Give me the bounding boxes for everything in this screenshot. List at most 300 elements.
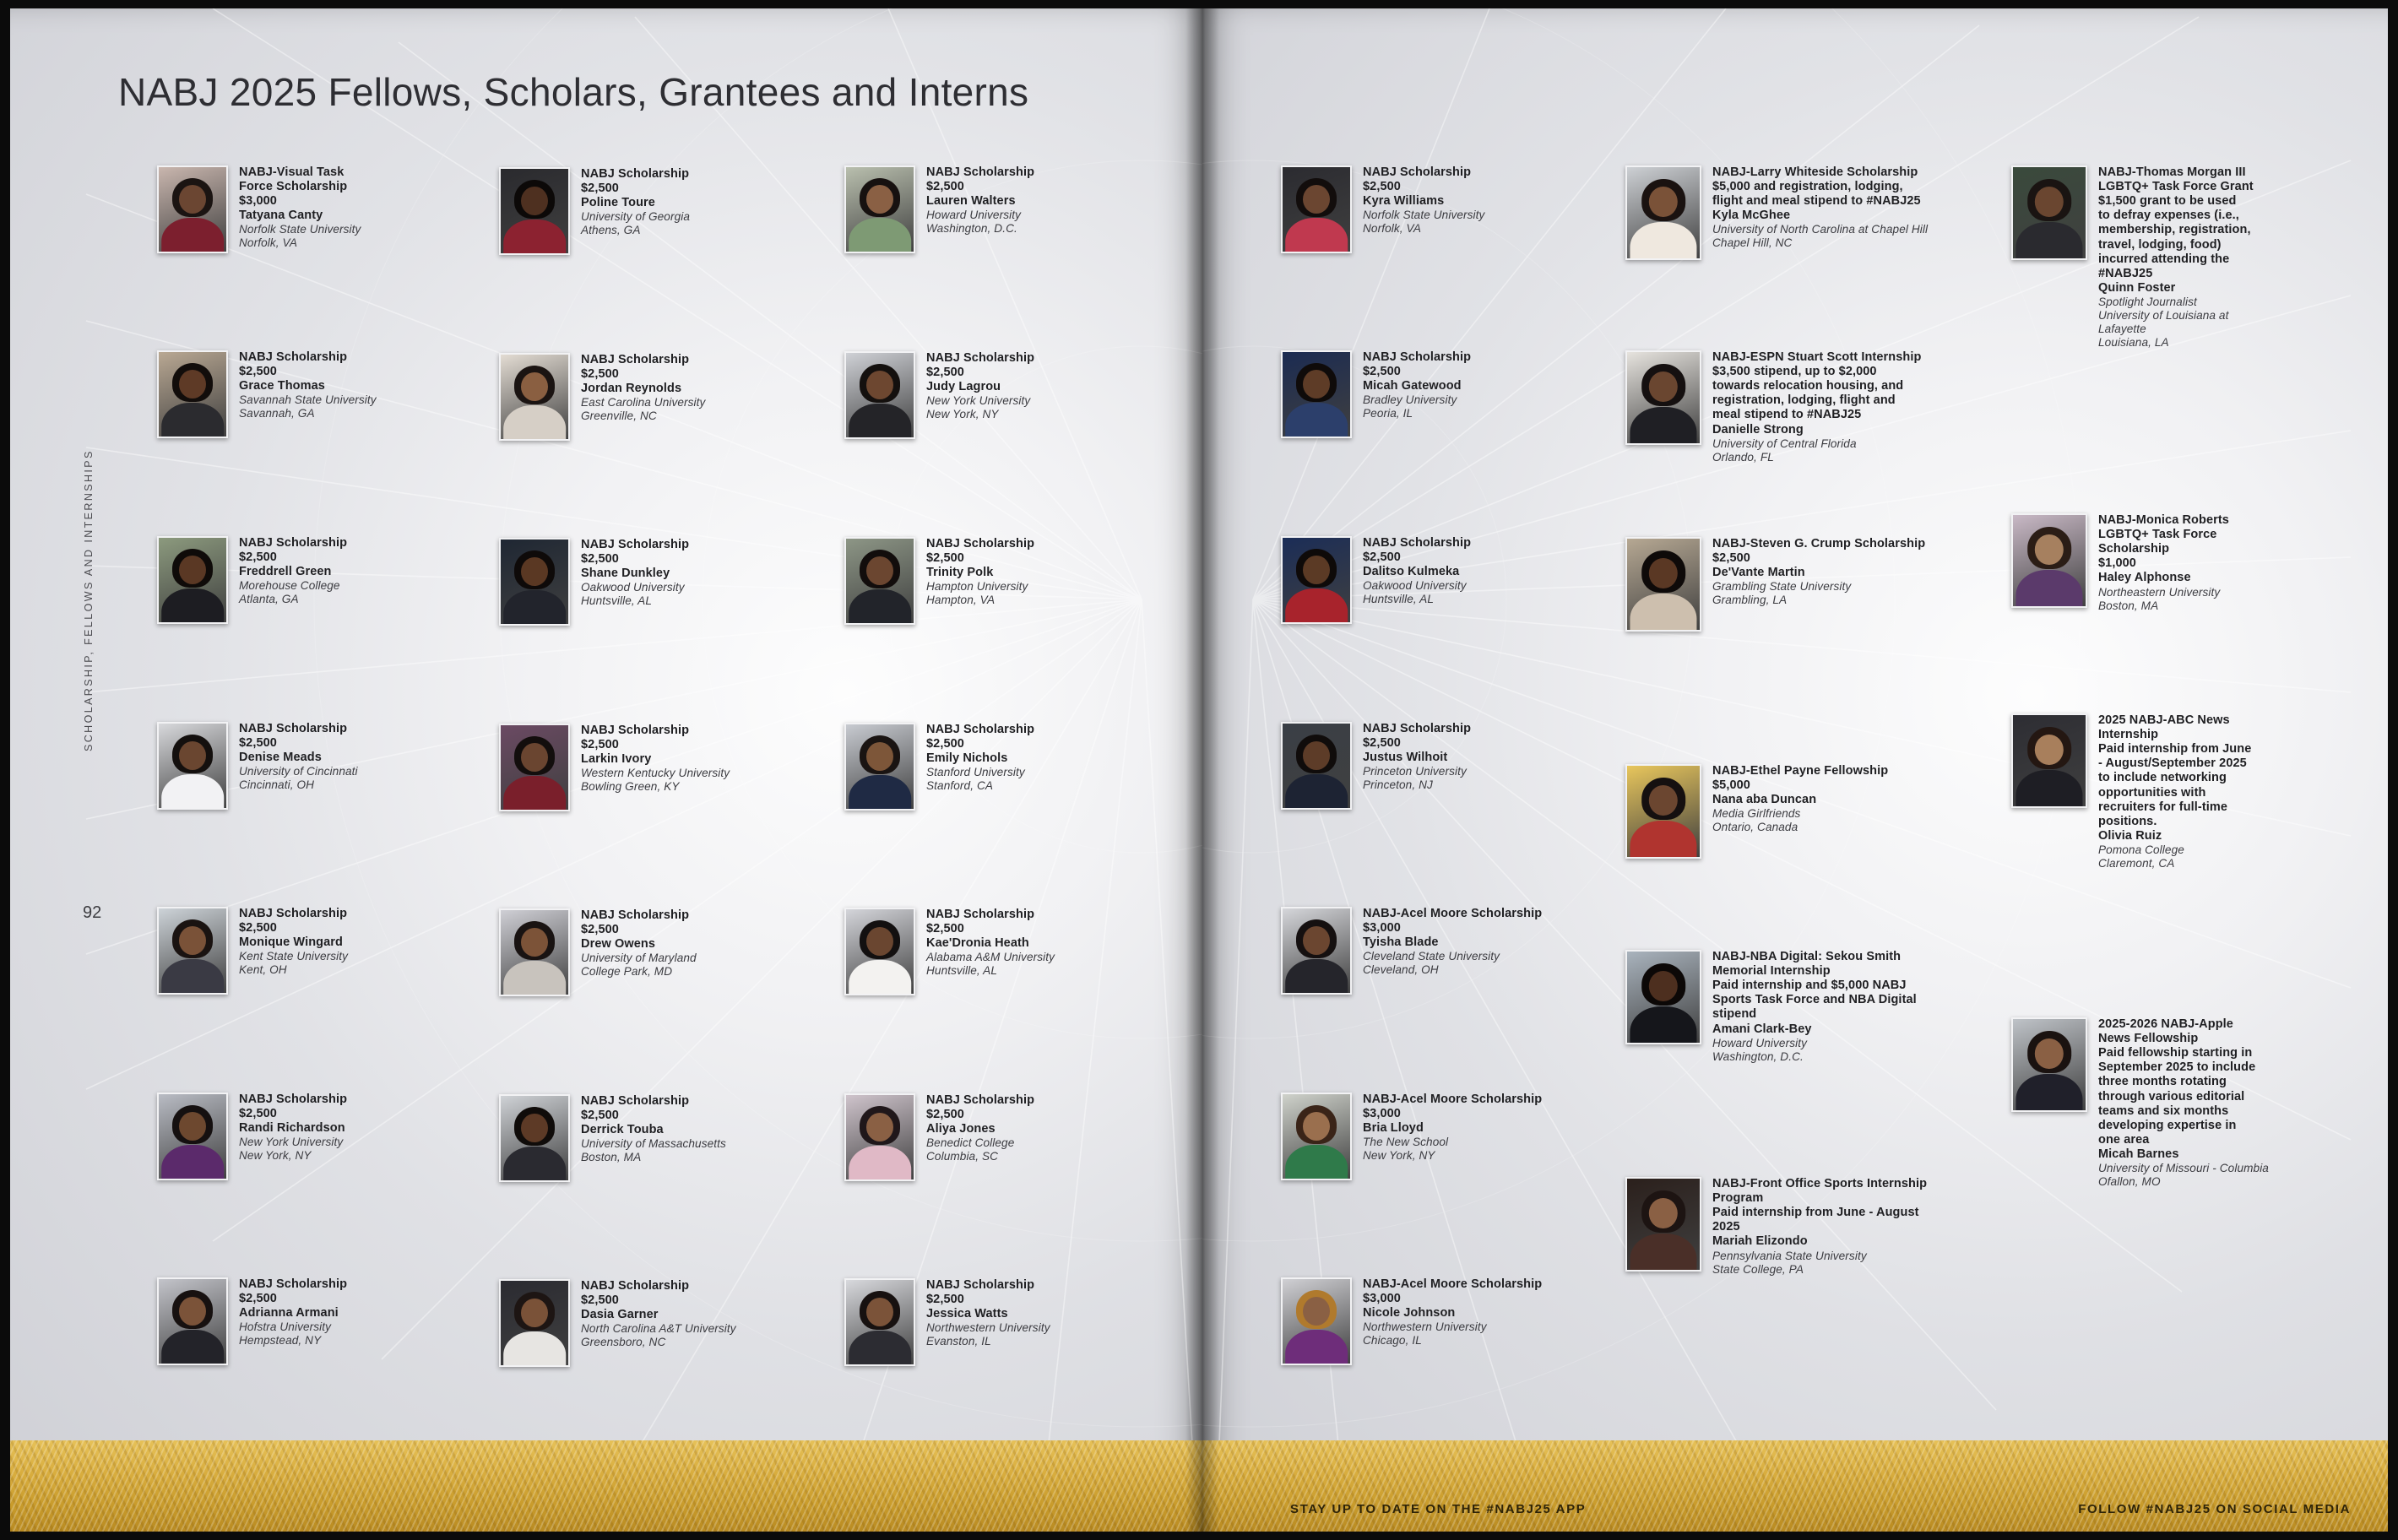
honoree-name: Lauren Walters <box>926 194 1016 209</box>
honoree-details <box>570 538 689 608</box>
award-line: $1,000 <box>2098 556 2136 571</box>
footer-text-right: FOLLOW #NABJ25 ON SOCIAL MEDIA <box>2078 1502 2351 1516</box>
honoree-entry <box>1281 1093 1542 1180</box>
portrait-shoulders <box>1285 1145 1348 1180</box>
honoree-affiliation: Spotlight Journalist <box>2098 295 2197 308</box>
award-line: developing expertise in <box>2098 1118 2237 1132</box>
honoree-details <box>1352 1277 1542 1348</box>
honoree-entry <box>499 724 730 811</box>
honoree-portrait <box>1281 165 1352 253</box>
honoree-location: New York, NY <box>926 408 999 421</box>
award-line: Internship <box>2098 728 2159 742</box>
award-line: $2,500 <box>1363 550 1401 565</box>
honoree-details <box>1701 350 1921 464</box>
honoree-entry <box>499 167 690 255</box>
honoree-name: Tatyana Canty <box>239 209 323 223</box>
award-line: NABJ Scholarship <box>926 1278 1035 1292</box>
honoree-portrait <box>2011 165 2087 260</box>
honoree-details <box>570 1279 736 1349</box>
honoree-entry <box>157 907 348 995</box>
honoree-details <box>570 1094 726 1164</box>
award-line: $2,500 <box>581 367 619 382</box>
award-line: NABJ Scholarship <box>1363 350 1472 364</box>
portrait-shoulders <box>849 775 911 811</box>
honoree-name: Nicole Johnson <box>1363 1306 1456 1320</box>
award-line: Paid internship from June <box>2098 742 2252 756</box>
honoree-affiliation: The New School <box>1363 1136 1449 1149</box>
honoree-portrait <box>2011 513 2087 608</box>
honoree-location: New York, NY <box>239 1149 312 1163</box>
honoree-portrait <box>157 350 228 438</box>
honoree-affiliation: Pennsylvania State University <box>1712 1249 1867 1262</box>
honoree-affiliation: Northeastern University <box>2098 585 2221 599</box>
honoree-name: Denise Meads <box>239 751 322 765</box>
award-line: LGBTQ+ Task Force <box>2098 528 2217 542</box>
honoree-affiliation: University of Cincinnati <box>239 765 358 778</box>
award-line: positions. <box>2098 814 2157 828</box>
portrait-face <box>866 371 893 399</box>
award-line: NABJ-Acel Moore Scholarship <box>1363 907 1543 920</box>
honoree-name: Dalitso Kulmeka <box>1363 565 1460 579</box>
honoree-name: Amani Clark-Bey <box>1712 1022 1812 1036</box>
honoree-location: New York, NY <box>1363 1149 1435 1163</box>
award-line: NABJ Scholarship <box>581 167 690 181</box>
honoree-location: Cincinnati, OH <box>239 778 315 792</box>
honoree-location: Peoria, IL <box>1363 407 1413 420</box>
honoree-details <box>915 1093 1034 1163</box>
honoree-entry <box>157 1093 347 1180</box>
honoree-details <box>570 908 697 979</box>
award-line: $3,500 stipend, up to $2,000 <box>1712 365 1877 379</box>
honoree-affiliation: Howard University <box>926 209 1021 222</box>
honoree-name: Kyla McGhee <box>1712 209 1791 223</box>
honoree-details <box>915 908 1055 978</box>
honoree-affiliation: Pomona College <box>2098 843 2184 856</box>
honoree-portrait <box>157 1093 228 1180</box>
honoree-name: Larkin Ivory <box>581 752 652 767</box>
honoree-location: Princeton, NJ <box>1363 778 1433 792</box>
honoree-affiliation: Grambling State University <box>1712 580 1852 594</box>
honoree-affiliation: Oakwood University <box>581 581 685 594</box>
portrait-shoulders <box>503 776 566 811</box>
honoree-affiliation: Hampton University <box>926 580 1028 594</box>
award-line: Sports Task Force and NBA Digital <box>1712 993 1917 1007</box>
honoree-entry <box>1281 722 1471 810</box>
honoree-details <box>1352 536 1471 606</box>
honoree-details <box>1352 907 1542 977</box>
award-line: $3,000 <box>239 194 277 209</box>
award-line: $2,500 <box>926 180 964 194</box>
award-line: $3,000 <box>1363 921 1401 935</box>
award-line: $2,500 <box>926 1293 964 1307</box>
award-line: NABJ Scholarship <box>926 908 1035 921</box>
award-line: one area <box>2098 1132 2150 1147</box>
award-line: $2,500 <box>1712 551 1750 566</box>
honoree-name: Tyisha Blade <box>1363 935 1439 950</box>
award-line: NABJ-NBA Digital: Sekou Smith <box>1712 950 1902 963</box>
portrait-face <box>1303 926 1330 955</box>
honoree-location: Cleveland, OH <box>1363 963 1439 977</box>
award-line: NABJ Scholarship <box>1363 722 1472 735</box>
honoree-details <box>915 351 1034 421</box>
award-line: $5,000 <box>1712 778 1750 793</box>
award-line: $2,500 <box>581 182 619 196</box>
honoree-name: Danielle Strong <box>1712 422 1804 437</box>
honoree-affiliation: Norfolk State University <box>239 223 361 236</box>
award-line: NABJ-Monica Roberts <box>2098 513 2229 527</box>
honoree-portrait <box>157 1277 228 1365</box>
honoree-portrait <box>499 1094 570 1182</box>
honoree-name: Trinity Polk <box>926 566 994 580</box>
portrait-shoulders <box>503 961 566 996</box>
honoree-location: Washington, D.C. <box>1712 1049 1804 1063</box>
portrait-face <box>1649 971 1678 1002</box>
honoree-entry <box>844 537 1034 625</box>
honoree-entry <box>157 165 361 253</box>
portrait-shoulders <box>1285 1330 1348 1365</box>
honoree-portrait <box>1625 350 1701 445</box>
honoree-details <box>1701 764 1888 834</box>
honoree-portrait <box>157 722 228 810</box>
portrait-face <box>1649 1198 1678 1229</box>
award-line: NABJ Scholarship <box>239 722 348 735</box>
honoree-location: Hempstead, NY <box>239 1334 322 1348</box>
honoree-affiliation: North Carolina A&T University <box>581 1322 736 1336</box>
portrait-face <box>521 1299 548 1327</box>
honoree-entry <box>1281 1277 1542 1365</box>
award-line: $2,500 <box>581 923 619 937</box>
portrait-shoulders <box>849 589 911 625</box>
honoree-details <box>1701 537 1925 607</box>
honoree-portrait <box>1281 1093 1352 1180</box>
honoree-location: University of Louisiana at <box>2098 309 2229 323</box>
award-line: NABJ Scholarship <box>926 723 1035 736</box>
portrait-face <box>521 928 548 957</box>
honoree-details <box>1352 350 1471 420</box>
honoree-affiliation: Hofstra University <box>239 1320 332 1334</box>
honoree-details <box>2087 713 2251 870</box>
honoree-entry <box>1281 350 1471 438</box>
portrait-face <box>866 1298 893 1326</box>
honoree-entry <box>499 1094 726 1182</box>
honoree-entry <box>844 165 1034 253</box>
award-line: NABJ Scholarship <box>1363 536 1472 550</box>
honoree-name: Nana aba Duncan <box>1712 793 1817 807</box>
honoree-location: Washington, D.C. <box>926 222 1017 236</box>
portrait-face <box>2035 735 2064 766</box>
honoree-details <box>228 1093 347 1163</box>
honoree-location: Grambling, LA <box>1712 594 1788 607</box>
award-line: $2,500 <box>239 550 277 565</box>
honoree-affiliation: Kent State University <box>239 950 349 963</box>
honoree-location: Orlando, FL <box>1712 450 1774 464</box>
portrait-shoulders <box>503 1147 566 1182</box>
award-line: $2,500 <box>1363 365 1401 379</box>
portrait-face <box>179 1297 206 1326</box>
honoree-location: State College, PA <box>1712 1262 1804 1276</box>
award-line: $2,500 <box>926 551 964 566</box>
honoree-affiliation: Stanford University <box>926 766 1025 779</box>
honoree-affiliation: Norfolk State University <box>1363 209 1485 222</box>
honoree-details <box>228 1277 347 1348</box>
award-line: $5,000 and registration, lodging, <box>1712 180 1903 194</box>
portrait-shoulders <box>503 405 566 441</box>
honoree-portrait <box>844 351 915 439</box>
honoree-portrait <box>499 1279 570 1367</box>
honoree-portrait <box>499 724 570 811</box>
honoree-portrait <box>157 907 228 995</box>
honoree-name: Micah Gatewood <box>1363 379 1462 393</box>
honoree-portrait <box>1625 764 1701 859</box>
award-line: 2025 NABJ-ABC News <box>2098 713 2230 727</box>
honoree-affiliation: Oakwood University <box>1363 579 1467 593</box>
honoree-entry <box>157 350 377 438</box>
honoree-location: Bowling Green, KY <box>581 780 680 794</box>
portrait-shoulders <box>849 1146 911 1181</box>
award-line: NABJ Scholarship <box>926 351 1035 365</box>
honoree-details <box>1701 950 1917 1064</box>
honoree-affiliation: Benedict College <box>926 1136 1015 1150</box>
honoree-entry <box>157 722 358 810</box>
honoree-location: Savannah, GA <box>239 407 315 420</box>
honoree-affiliation: University of Missouri - Columbia <box>2098 1162 2269 1175</box>
honoree-affiliation: Cleveland State University <box>1363 950 1500 963</box>
honoree-portrait <box>844 1093 915 1181</box>
honoree-location: Hampton, VA <box>926 594 996 607</box>
honoree-name: Freddrell Green <box>239 565 332 579</box>
award-line: $1,500 grant to be used <box>2098 194 2237 209</box>
award-line: $2,500 <box>926 1108 964 1122</box>
portrait-shoulders <box>849 218 911 253</box>
portrait-shoulders <box>161 588 224 624</box>
honoree-name: Dasia Garner <box>581 1308 659 1322</box>
honoree-entry <box>499 908 697 996</box>
award-line: $3,000 <box>1363 1107 1401 1121</box>
award-line: NABJ Scholarship <box>581 908 690 922</box>
award-line: NABJ Scholarship <box>581 724 690 737</box>
honoree-affiliation: Media Girlfriends <box>1712 807 1801 821</box>
honoree-details <box>228 722 358 792</box>
award-line: travel, lodging, food) <box>2098 237 2222 252</box>
award-line: NABJ-Acel Moore Scholarship <box>1363 1093 1543 1106</box>
honoree-entry <box>2011 713 2251 870</box>
honoree-portrait <box>499 908 570 996</box>
honoree-entry <box>157 1277 347 1365</box>
award-line: registration, lodging, flight and <box>1712 393 1896 408</box>
honoree-location: Atlanta, GA <box>239 593 299 606</box>
award-line: to include networking <box>2098 771 2227 785</box>
side-label-left: SCHOLARSHIP, FELLOWS AND INTERNSHIPS <box>83 449 95 751</box>
award-line: 2025 <box>1712 1220 1740 1234</box>
honoree-portrait <box>1281 722 1352 810</box>
honoree-details <box>1352 722 1471 792</box>
honoree-entry <box>2011 165 2254 350</box>
portrait-shoulders <box>849 404 911 439</box>
honoree-location: Ofallon, MO <box>2098 1175 2161 1189</box>
honoree-entry <box>1281 536 1471 624</box>
award-line: NABJ-Steven G. Crump Scholarship <box>1712 537 1926 550</box>
honoree-name: Judy Lagrou <box>926 380 1001 394</box>
honoree-portrait <box>1625 1177 1701 1272</box>
award-line: towards relocation housing, and <box>1712 379 1904 393</box>
honoree-name: Randi Richardson <box>239 1121 345 1136</box>
portrait-face <box>521 1114 548 1142</box>
award-line: LGBTQ+ Task Force Grant <box>2098 180 2254 194</box>
honoree-entry <box>1625 165 1928 260</box>
honoree-location: Kent, OH <box>239 963 287 977</box>
portrait-shoulders <box>1285 588 1348 624</box>
award-line: NABJ Scholarship <box>926 165 1035 179</box>
honoree-affiliation: Northwestern University <box>1363 1320 1487 1334</box>
portrait-face <box>1303 185 1330 214</box>
portrait-shoulders <box>849 1331 911 1366</box>
honoree-details <box>915 537 1034 607</box>
honoree-name: Emily Nichols <box>926 751 1008 766</box>
honoree-affiliation: Western Kentucky University <box>581 767 730 780</box>
award-line: NABJ-Acel Moore Scholarship <box>1363 1277 1543 1291</box>
award-line: Paid internship from June - August <box>1712 1206 1919 1220</box>
portrait-face <box>866 927 893 956</box>
award-line: opportunities with <box>2098 785 2206 800</box>
award-line: meal stipend to #NABJ25 <box>1712 408 1862 422</box>
honoree-portrait <box>1281 350 1352 438</box>
honoree-details <box>2087 1017 2269 1189</box>
award-line: Force Scholarship <box>239 180 348 194</box>
award-line: $2,500 <box>926 737 964 751</box>
honoree-location: Evanston, IL <box>926 1335 991 1348</box>
portrait-face <box>179 926 206 955</box>
honoree-entry <box>499 1279 736 1367</box>
portrait-shoulders <box>161 403 224 438</box>
honoree-location: Huntsville, AL <box>1363 593 1435 606</box>
honoree-portrait <box>1281 907 1352 995</box>
honoree-entry <box>844 1093 1034 1181</box>
award-line: - August/September 2025 <box>2098 756 2247 771</box>
award-line: NABJ Scholarship <box>926 537 1035 550</box>
award-line: NABJ-ESPN Stuart Scott Internship <box>1712 350 1922 364</box>
honoree-name: Poline Toure <box>581 196 655 210</box>
honoree-entry <box>499 538 689 626</box>
honoree-name: Kae'Dronia Heath <box>926 936 1029 951</box>
portrait-face <box>179 185 206 214</box>
honoree-name: Kyra Williams <box>1363 194 1445 209</box>
honoree-portrait <box>499 353 570 441</box>
honoree-name: Justus Wilhoit <box>1363 751 1448 765</box>
portrait-shoulders <box>161 959 224 995</box>
honoree-details <box>570 167 690 237</box>
honoree-location: Columbia, SC <box>926 1150 999 1163</box>
honoree-location: Boston, MA <box>2098 599 2159 612</box>
honoree-portrait <box>1625 950 1701 1044</box>
award-line: incurred attending the <box>2098 252 2230 266</box>
honoree-entry <box>844 1278 1050 1366</box>
portrait-face <box>1649 187 1678 218</box>
portrait-face <box>1649 785 1678 816</box>
honoree-affiliation: Alabama A&M University <box>926 951 1055 964</box>
honoree-portrait <box>1281 536 1352 624</box>
portrait-shoulders <box>503 220 566 255</box>
honoree-entry <box>844 908 1055 995</box>
honoree-entry <box>1625 1177 1927 1277</box>
portrait-shoulders <box>1285 403 1348 438</box>
honoree-portrait <box>1625 537 1701 632</box>
portrait-face <box>1303 741 1330 770</box>
honoree-portrait <box>499 538 570 626</box>
honoree-location: Chapel Hill, NC <box>1712 236 1793 250</box>
honoree-affiliation: East Carolina University <box>581 396 706 409</box>
portrait-face <box>521 372 548 401</box>
award-line: $2,500 <box>239 365 277 379</box>
award-line: NABJ-Front Office Sports Internship <box>1712 1177 1928 1190</box>
portrait-face <box>1303 1112 1330 1141</box>
honoree-name: Derrick Touba <box>581 1123 664 1137</box>
honoree-details <box>2087 513 2229 613</box>
honoree-portrait <box>2011 1017 2087 1112</box>
award-line: NABJ Scholarship <box>581 1094 690 1108</box>
portrait-face <box>1303 556 1330 584</box>
award-line: NABJ Scholarship <box>239 907 348 920</box>
award-line: Scholarship <box>2098 542 2170 556</box>
honoree-name: Haley Alphonse <box>2098 571 2191 585</box>
honoree-location: Norfolk, VA <box>1363 222 1422 236</box>
honoree-location: Greensboro, NC <box>581 1336 666 1349</box>
honoree-portrait <box>499 167 570 255</box>
portrait-face <box>2035 534 2064 566</box>
award-line: $2,500 <box>581 738 619 752</box>
honoree-name: Mariah Elizondo <box>1712 1234 1808 1249</box>
award-line: News Fellowship <box>2098 1032 2199 1046</box>
award-line: NABJ Scholarship <box>926 1093 1035 1107</box>
award-line: NABJ Scholarship <box>1363 165 1472 179</box>
portrait-shoulders <box>1285 959 1348 995</box>
honoree-name: Bria Lloyd <box>1363 1121 1424 1136</box>
honoree-details <box>228 907 348 977</box>
honoree-portrait <box>844 908 915 995</box>
honoree-entry <box>1625 537 1925 632</box>
portrait-face <box>1649 371 1678 403</box>
honoree-affiliation: University of North Carolina at Chapel Hill <box>1712 223 1929 236</box>
honoree-details <box>915 723 1034 793</box>
honoree-entry <box>2011 513 2229 613</box>
honoree-details <box>228 350 377 420</box>
honoree-entry <box>157 536 347 624</box>
honoree-affiliation: University of Central Florida <box>1712 437 1857 450</box>
award-line: NABJ Scholarship <box>239 1277 348 1291</box>
award-line: $2,500 <box>581 552 619 567</box>
portrait-face <box>2035 1038 2064 1070</box>
honoree-portrait <box>157 536 228 624</box>
honoree-name: De'Vante Martin <box>1712 566 1805 580</box>
honoree-location: Louisiana, LA <box>2098 336 2169 350</box>
honoree-entry <box>1281 165 1484 253</box>
portrait-face <box>179 556 206 584</box>
honoree-name: Drew Owens <box>581 937 656 952</box>
honoree-portrait <box>844 723 915 811</box>
honoree-name: Quinn Foster <box>2098 280 2176 295</box>
page-title: NABJ 2025 Fellows, Scholars, Grantees and Interns <box>118 70 1029 114</box>
honoree-location: Norfolk, VA <box>239 236 298 250</box>
honoree-location: Huntsville, AL <box>581 594 653 608</box>
honoree-details <box>228 536 347 606</box>
award-line: NABJ Scholarship <box>239 1093 348 1106</box>
portrait-face <box>521 557 548 586</box>
honoree-details <box>570 353 705 423</box>
honoree-portrait <box>1281 1277 1352 1365</box>
award-line: three months rotating <box>2098 1075 2227 1089</box>
gold-footer-bar <box>10 1440 2388 1532</box>
award-line: NABJ Scholarship <box>581 353 690 366</box>
footer-text-left: STAY UP TO DATE ON THE #NABJ25 APP <box>1290 1502 1587 1516</box>
